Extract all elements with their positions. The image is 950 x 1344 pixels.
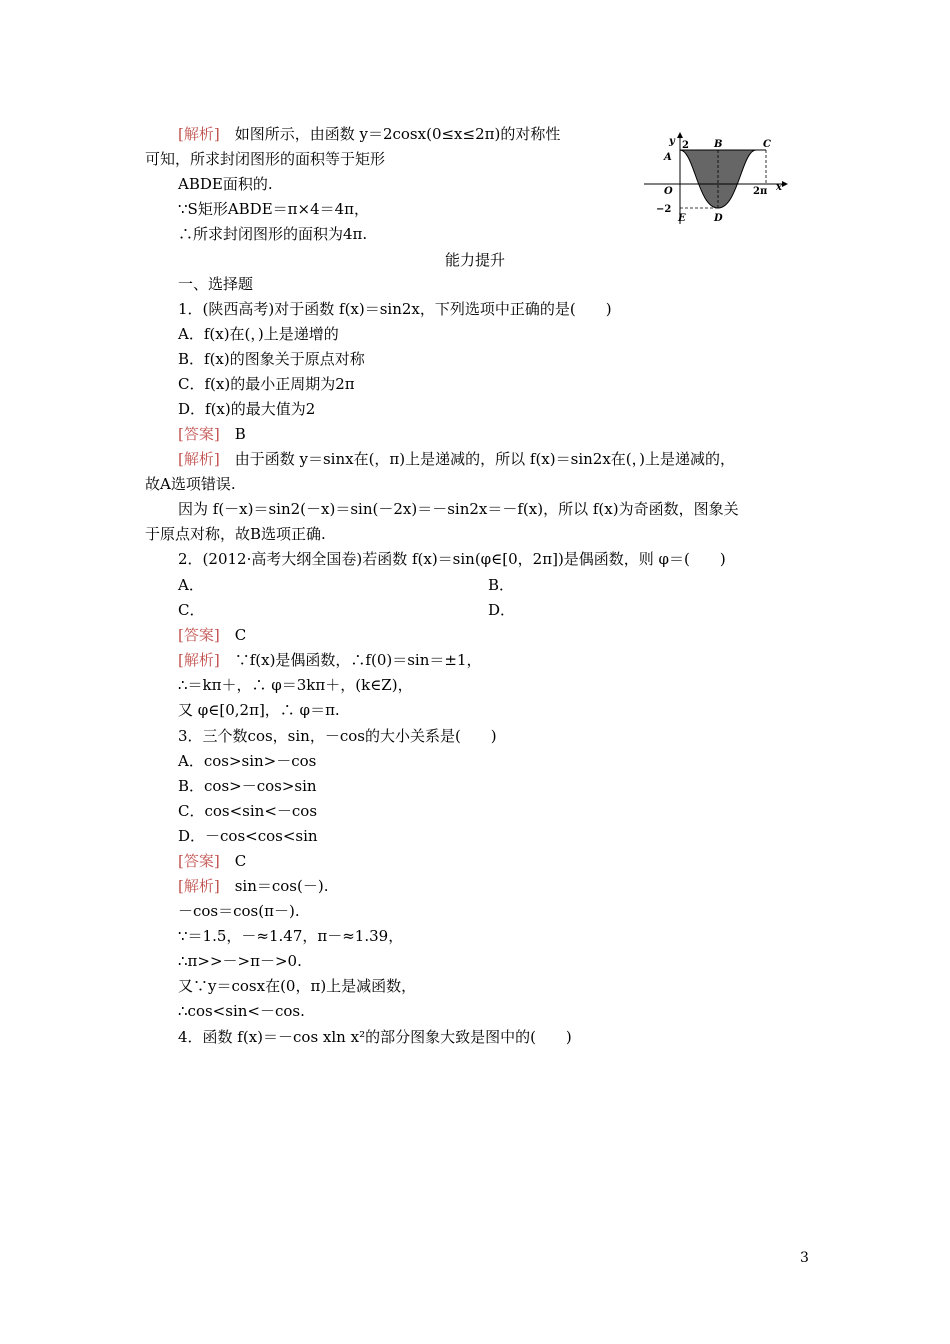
- solution-line-2: 可知，所求封闭图形的面积等于矩形: [145, 150, 386, 168]
- answer-value: B: [219, 425, 246, 443]
- shaded-region: [680, 150, 756, 208]
- solution-tag: [178, 124, 560, 144]
- q2-stem: 2．(2012·高考大纲全国卷)若函数 f(x)＝sin(φ∈[0，2π])是偶函数，则 φ＝( ): [178, 550, 726, 568]
- q1-option-c: C．f(x)的最小正周期为2π: [178, 375, 355, 393]
- q3-option-d: D．－cos<cos<sin: [178, 827, 318, 845]
- q1-stem: 1．(陕西高考)对于函数 f(x)＝sin2x，下列选项中正确的是( ): [178, 300, 612, 318]
- label-d: D: [714, 213, 723, 224]
- q3-solution-line-4: ∴π>>－>π－>0.: [178, 952, 302, 970]
- q2-option-d: D．: [488, 601, 516, 619]
- cosine-area-figure: [642, 128, 792, 228]
- q1-solution: [178, 449, 735, 469]
- page-number: 3: [800, 1250, 809, 1266]
- solution-text: 由于函数 y＝sinx在(，π)上是递减的，所以 f(x)＝sin2x在(，)上是递减的，: [219, 450, 735, 468]
- solution-line-3: ABDE面积的.: [178, 175, 273, 193]
- q3-solution: [178, 876, 328, 896]
- y-axis-arrow: [677, 132, 683, 138]
- q2-option-c: C．: [178, 601, 205, 619]
- q2-solution-line-2: ∴＝kπ＋，∴ φ＝3kπ＋，(k∈Z)，: [178, 676, 413, 694]
- q3-option-b: B．cos>－cos>sin: [178, 777, 317, 795]
- q3-stem: 3．三个数cos，sin，－cos的大小关系是( ): [178, 727, 497, 745]
- q1-solution-line-2: 故A选项错误.: [145, 475, 236, 493]
- label-a: A: [664, 152, 672, 163]
- q1-answer: [178, 424, 246, 444]
- solution-text: sin＝cos(－).: [219, 877, 329, 895]
- solution-label: [解析]: [178, 450, 220, 468]
- q2-option-b: B．: [488, 576, 515, 594]
- label-x: x: [776, 182, 782, 193]
- answer-value: C: [219, 626, 247, 644]
- label-c: C: [763, 139, 771, 150]
- q2-answer: [178, 625, 246, 645]
- label-y: y: [669, 136, 675, 147]
- label-two-pi: 2π: [753, 186, 768, 197]
- solution-text: ∵f(x)是偶函数，∴f(0)＝sin＝±1，: [219, 651, 482, 669]
- label-two: 2: [682, 140, 689, 151]
- answer-label: [答案]: [178, 626, 220, 644]
- solution-line-4: ∵S矩形ABDE＝π×4＝4π，: [178, 200, 370, 218]
- q3-option-a: A．cos>sin>－cos: [178, 752, 317, 770]
- answer-label: [答案]: [178, 852, 220, 870]
- q3-option-c: C．cos<sin<－cos: [178, 802, 318, 820]
- q1-option-b: B．f(x)的图象关于原点对称: [178, 350, 365, 368]
- x-axis-arrow: [782, 181, 788, 187]
- q1-solution-line-3: 因为 f(－x)＝sin2(－x)＝sin(－2x)＝－sin2x＝－f(x)，所以 f(x)为奇函数，图象关: [178, 500, 739, 518]
- section-title: 能力提升: [444, 251, 505, 269]
- q3-solution-line-2: －cos＝cos(π－).: [178, 902, 300, 920]
- part-title: 一、选择题: [178, 275, 254, 293]
- q3-solution-line-6: ∴cos<sin<－cos.: [178, 1002, 305, 1020]
- solution-label: [解析]: [178, 877, 220, 895]
- q2-option-a: A．: [178, 576, 204, 594]
- answer-label: [答案]: [178, 425, 220, 443]
- q1-solution-line-4: 于原点对称，故B选项正确.: [145, 525, 326, 543]
- q1-option-a: A．f(x)在(，)上是递增的: [178, 325, 339, 343]
- q3-answer: [178, 851, 246, 871]
- solution-label: [解析]: [178, 125, 220, 143]
- answer-value: C: [219, 852, 247, 870]
- solution-line-1: 如图所示，由函数 y＝2cosx(0≤x≤2π)的对称性: [219, 125, 561, 143]
- q4-stem: 4．函数 f(x)＝－cos xln x²的部分图象大致是图中的( ): [178, 1028, 572, 1046]
- q3-solution-line-5: 又∵y＝cosx在(0，π)上是减函数，: [178, 977, 417, 995]
- solution-line-5: ∴所求封闭图形的面积为4π.: [178, 225, 368, 243]
- label-e: E: [678, 213, 686, 224]
- label-b: B: [714, 139, 723, 150]
- label-o: O: [664, 186, 673, 197]
- label-neg-two: −2: [656, 204, 672, 215]
- q2-solution-line-3: 又 φ∈[0,2π]，∴ φ＝π.: [178, 701, 340, 719]
- q2-solution: [178, 650, 482, 670]
- q1-option-d: D．f(x)的最大值为2: [178, 400, 316, 418]
- solution-label: [解析]: [178, 651, 220, 669]
- q3-solution-line-3: ∵＝1.5，－≈1.47，π－≈1.39，: [178, 927, 404, 945]
